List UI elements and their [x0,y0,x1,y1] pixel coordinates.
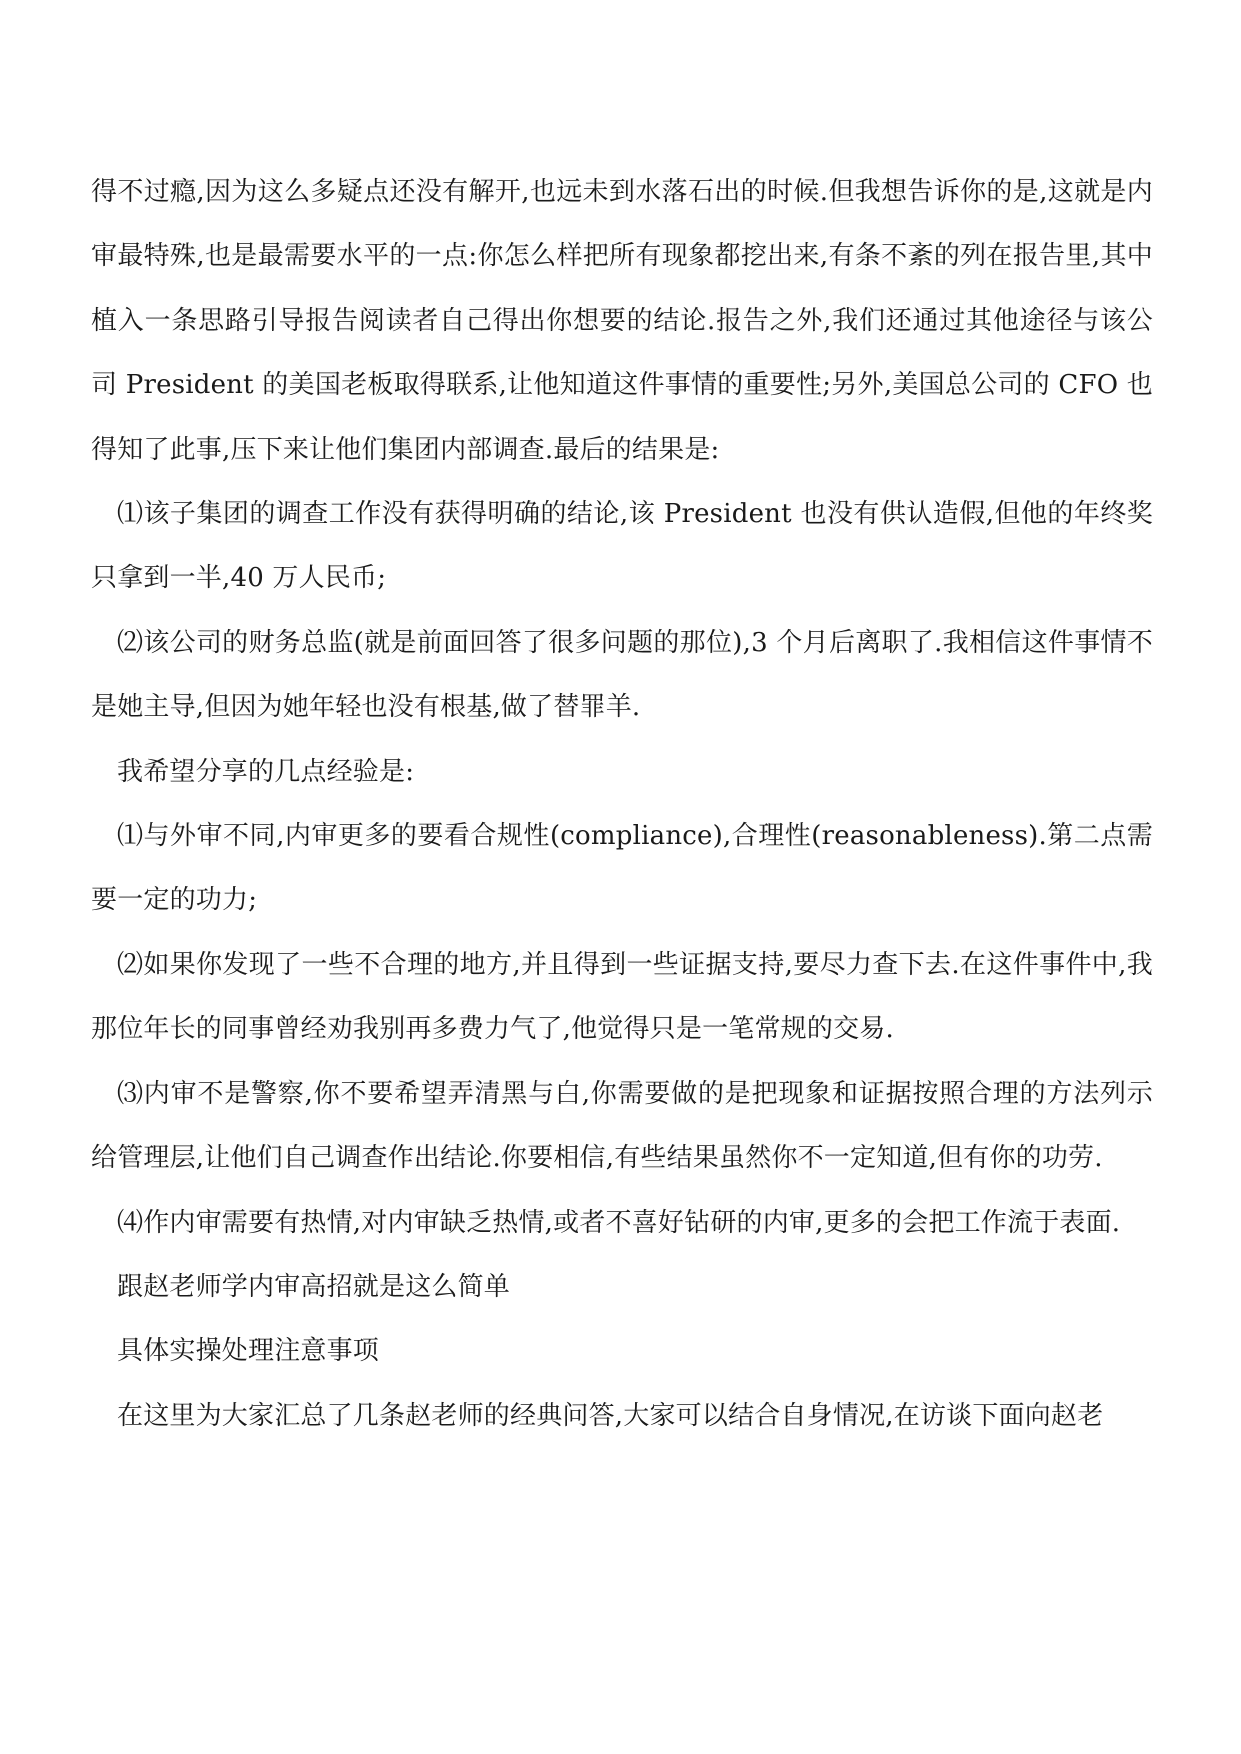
paragraph-intro: 在这里为大家汇总了几条赵老师的经典问答,大家可以结合自身情况,在访谈下面向赵老 [117,1400,1104,1431]
paragraph-result-1: ⑴该子集团的调查工作没有获得明确的结论,该 President 也没有供认造假,但他的年终奖只拿到一半,40 万人民币; [91,499,1153,594]
paragraph-lessons-heading: 我希望分享的几点经验是: [117,756,415,787]
paragraph-lesson-1: ⑴与外审不同,内审更多的要看合规性(compliance),合理性(reasonableness).第二点需要一定的功力; [91,821,1153,916]
paragraph-lesson-2: ⑵如果你发现了一些不合理的地方,并且得到一些证据支持,要尽力查下去.在这件事件中,我那位年长的同事曾经劝我别再多费力气了,他觉得只是一笔常规的交易. [91,949,1153,1045]
paragraph-result-2: ⑵该公司的财务总监(就是前面回答了很多问题的那位),3 个月后离职了.我相信这件事情不是她主导,但因为她年轻也没有根基,做了替罪羊. [91,627,1153,723]
paragraph-lesson-4: ⑷作内审需要有热情,对内审缺乏热情,或者不喜好钻研的内审,更多的会把工作流于表面. [117,1207,1121,1238]
paragraph-tagline: 跟赵老师学内审高招就是这么简单 [117,1271,511,1302]
paragraph-section-heading: 具体实操处理注意事项 [117,1336,380,1367]
paragraph-lesson-3: ⑶内审不是警察,你不要希望弄清黑与白,你需要做的是把现象和证据按照合理的方法列示给管理层,让他们自己调查作出结论.你要相信,有些结果虽然你不一定知道,但有你的功劳. [91,1078,1153,1174]
paragraph-continuation: 得不过瘾,因为这么多疑点还没有解开,也远未到水落石出的时候.但我想告诉你的是,这就是内审最特殊,也是最需要水平的一点:你怎么样把所有现象都挖出来,有条不紊的列在报告里,其中植入一条思路引导报告阅读者自己得出你想要的结论.报告之外,我们还通过其他途径与该公司 President 的美国老板取得联系,让他知道这件事情的重要性;另外,美国总公司的 CFO 也得知了此事,压下来让他们集团内部调查.最后的结果是: [91,177,1153,465]
document-body [91,160,1153,1448]
